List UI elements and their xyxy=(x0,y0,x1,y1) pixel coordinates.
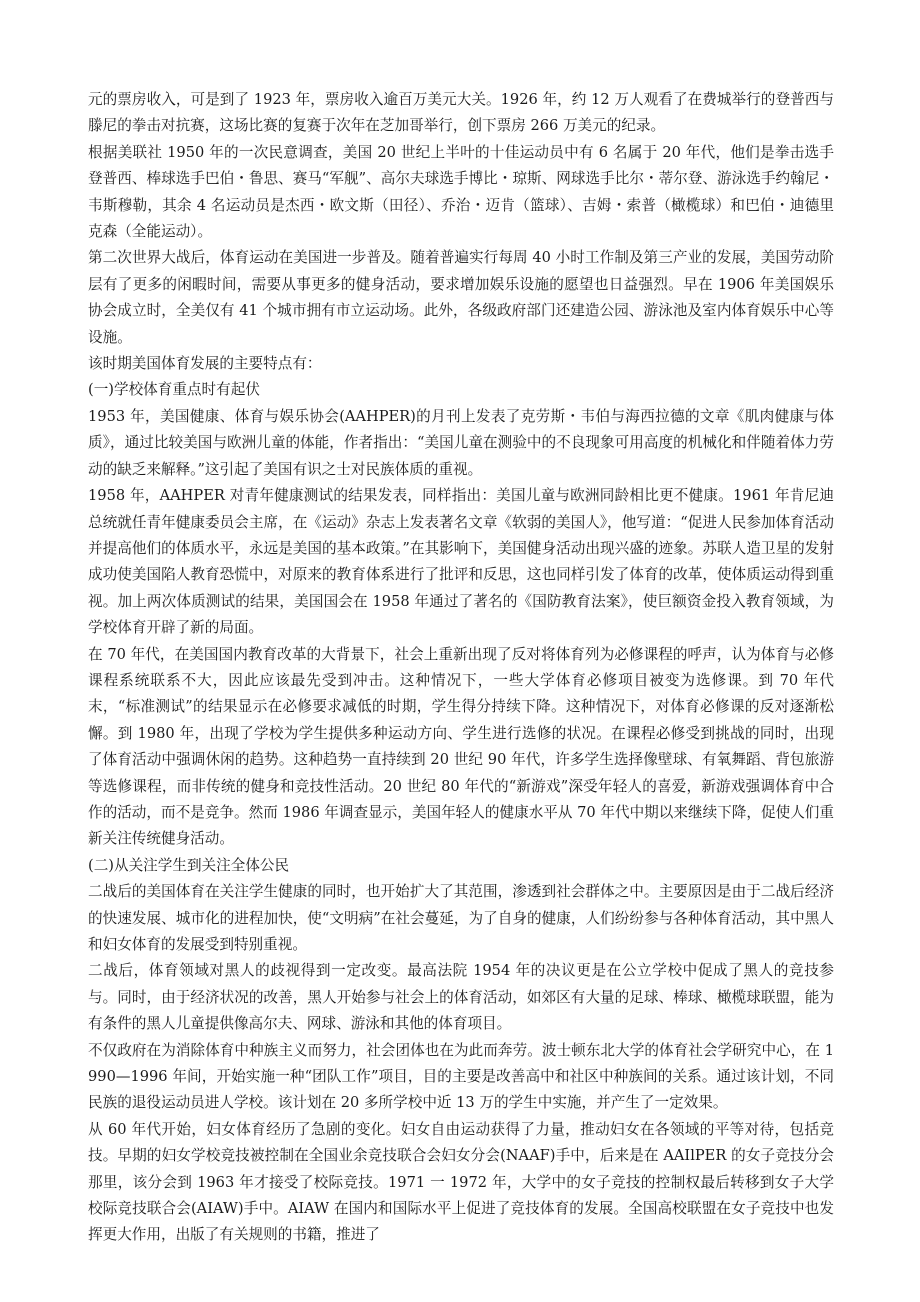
paragraph-womens-sports: 从 60 年代开始，妇女体育经历了急剧的变化。妇女自由运动获得了力量，推动妇女在各领域的平等对待，包括竞技。早期的妇女学校竞技被控制在全国业余竞技联合会妇女分会(NAAF)手中，后来是在 AAIlPER 的女子竞技分会那里，该分会到 1963 年才接受了校际竞技。1971 一 1972 年，大学中的女子竞技的控制权最后转移到女子大学校际竞技联合会(AIAW)手中。AIAW 在国内和国际水平上促进了竞技体育的发展。全国高校联盟在女子竞技中也发挥更大作用，出版了有关规则的书籍，推进了 xyxy=(88,1120,834,1244)
section-heading-all-citizens: (二)从关注学生到关注全体公民 xyxy=(88,856,290,874)
paragraph-box-office: 元的票房收入，可是到了 1923 年，票房收入逾百万美元大关。1926 年，约 12 万人观看了在费城举行的登普西与滕尼的拳击对抗赛，这场比赛的复赛于次年在芝加哥举行，创下票房 266 万美元的纪录。 xyxy=(88,91,834,135)
paragraph-1958-test: 1958 年，AAHPER 对青年健康测试的结果发表，同样指出：美国儿童与欧洲同龄相比更不健康。1961 年肯尼迪总统就任青年健康委员会主席，在《运动》杂志上发表著名文章《软弱的美国人》，他写道：“促进人民参加体育活动并提高他们的体质水平，永远是美国的基本政策。”在其影响下，美国健身活动出现兴盛的迹象。苏联人造卫星的发射成功使美国陷人教育恐慌中，对原来的教育体系进行了批评和反思，这也同样引发了体育的改革，使体质运动得到重视。加上两次体质测试的结果，美国国会在 1958 年通过了著名的《国防教育法案》，使巨额资金投入教育领域，为学校体育开辟了新的局面。 xyxy=(88,487,834,637)
paragraph-black-athletes: 二战后，体育领域对黑人的歧视得到一定改变。最高法院 1954 年的决议更是在公立学校中促成了黑人的竞技参与。同时，由于经济状况的改善，黑人开始参与社会上的体育活动，如郊区有大量的足球、棒球、橄榄球联盟，能为有条件的黑人儿童提供像高尔夫、网球、游泳和其他的体育项目。 xyxy=(88,962,834,1033)
paragraph-postwar-expansion: 二战后的美国体育在关注学生健康的同时，也开始扩大了其范围，渗透到社会群体之中。主要原因是由于二战后经济的快速发展、城市化的进程加快，使“文明病”在社会蔓延，为了自身的健康，人们纷纷参与各种体育活动，其中黑人和妇女体育的发展受到特别重视。 xyxy=(88,883,834,953)
paragraph-main-features-intro: 该时期美国体育发展的主要特点有： xyxy=(88,355,322,373)
paragraph-ap-poll: 根据美联社 1950 年的一次民意调查，美国 20 世纪上半叶的十佳运动员中有 6 名属于 20 年代，他们是拳击选手登普西、棒球选手巴伯・鲁思、赛马“军舰”、高尔夫球选手博比・琼斯、网球选手比尔・蒂尔登、游泳选手约翰尼・韦斯穆勒，其余 4 名运动员是杰西・欧文斯（田径）、乔治・迈肯（篮球）、吉姆・索普（橄榄球）和巴伯・迪德里克森（全能运动）。 xyxy=(88,143,834,241)
paragraph-postwar-popularization: 第二次世界大战后，体育运动在美国进一步普及。随着普遍实行每周 40 小时工作制及第三产业的发展，美国劳动阶层有了更多的闲暇时间，需要从事更多的健身活动，要求增加娱乐设施的愿望也日益强烈。早在 1906 年美国娱乐协会成立时，全美仅有 41 个城市拥有市立运动场。此外，各级政府部门还建造公园、游泳池及室内体育娱乐中心等设施。 xyxy=(88,249,834,346)
paragraph-social-groups: 不仅政府在为消除体育中种族主义而努力，社会团体也在为此而奔劳。波士顿东北大学的体育社会学研究中心，在 1990—1996 年间，开始实施一种“团队工作”项目，目的主要是改善高中和社区中种族间的关系。通过该计划，不同民族的退役运动员进人学校。该计划在 20 多所学校中近 13 万的学生中实施，并产生了一定效果。 xyxy=(88,1041,834,1112)
document-page xyxy=(88,87,834,1249)
section-heading-school-pe: (一)学校体育重点时有起伏 xyxy=(88,381,260,399)
paragraph-1953-article: 1953 年，美国健康、体育与娱乐协会(AAHPER)的月刊上发表了克劳斯・韦伯与海西拉德的文章《肌肉健康与体质》，通过比较美国与欧洲儿童的体能，作者指出：“美国儿童在测验中的不良现象可用高度的机械化和伴随着体力劳动的缺乏来解释。”这引起了美国有识之士对民族体质的重视。 xyxy=(88,407,834,478)
paragraph-70s-reform: 在 70 年代，在美国国内教育改革的大背景下，社会上重新出现了反对将体育列为必修课程的呼声，认为体育与必修课程系统联系不大，因此应该最先受到冲击。这种情况下，一些大学体育必修项目被变为选修课。到 70 年代末，“标准测试”的结果显示在必修要求减低的时期，学生得分持续下降。这种情况下，对体育必修课的反对逐渐松懈。到 1980 年，出现了学校为学生提供多种运动方向、学生进行选修的状况。在课程必修受到挑战的同时，出现了体育活动中强调休闲的趋势。这种趋势一直持续到 20 世纪 90 年代，许多学生选择像壁球、有氧舞蹈、背包旅游等选修课程，而非传统的健身和竞技性活动。20 世纪 80 年代的“新游戏”深受年轻人的喜爱，新游戏强调体育中合作的活动，而不是竞争。然而 1986 年调查显示，美国年轻人的健康水平从 70 年代中期以来继续下降，促使人们重新关注传统健身活动。 xyxy=(88,645,834,848)
